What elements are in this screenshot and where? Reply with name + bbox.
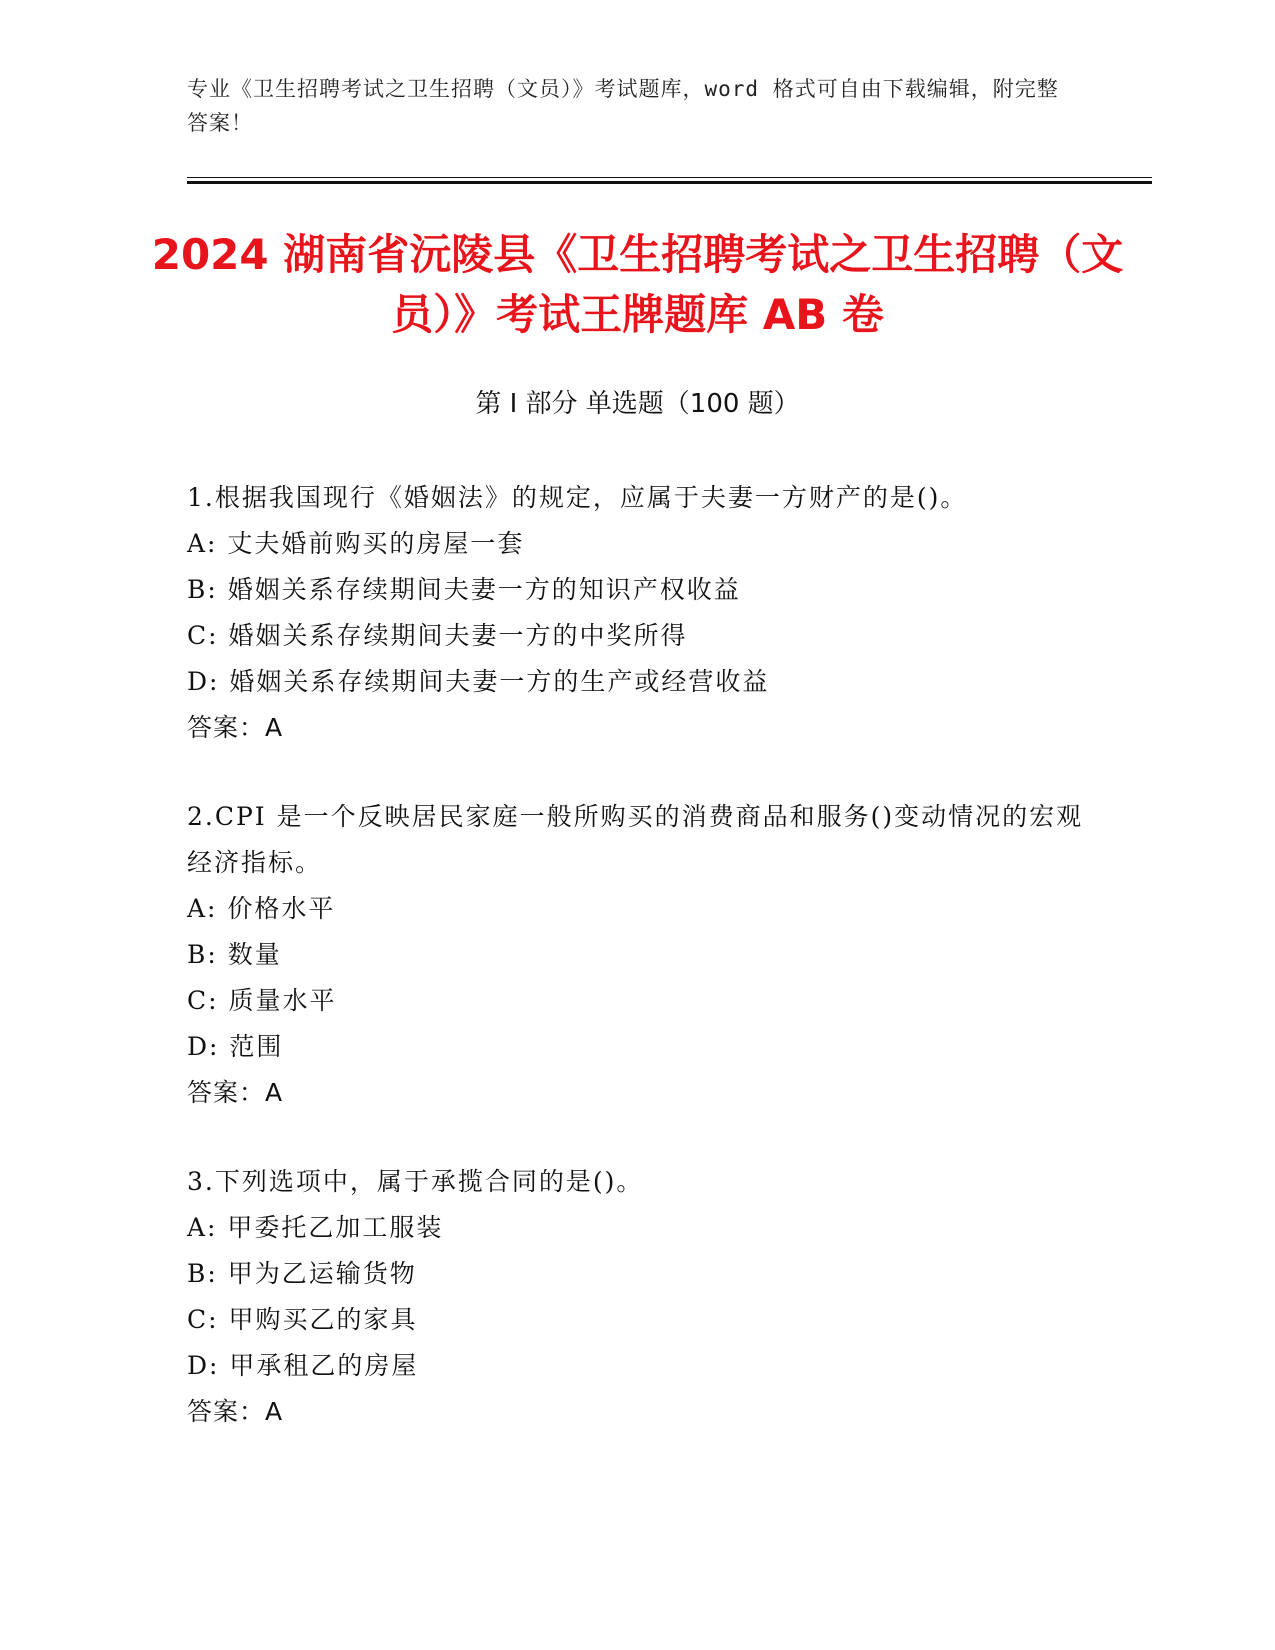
question-stem: 3.下列选项中，属于承揽合同的是()。 bbox=[187, 1167, 644, 1196]
question-list bbox=[187, 475, 1087, 1478]
option-c: C: 质量水平 bbox=[187, 986, 337, 1015]
question-stem: 2.CPI 是一个反映居民家庭一般所购买的消费商品和服务()变动情况的宏观经济指标。 bbox=[187, 802, 1084, 877]
header-divider-thick bbox=[187, 181, 1152, 184]
document-title: 2024 湖南省沅陵县《卫生招聘考试之卫生招聘（文员）》考试王牌题库 AB 卷 bbox=[151, 230, 1124, 339]
question-3 bbox=[187, 1159, 1087, 1435]
answer: 答案：A bbox=[187, 1397, 284, 1426]
section-title: 第 I 部分 单选题（100 题） bbox=[475, 389, 800, 419]
option-b: B: 甲为乙运输货物 bbox=[187, 1259, 417, 1288]
answer: 答案：A bbox=[187, 713, 284, 742]
option-b: B: 婚姻关系存续期间夫妻一方的知识产权收益 bbox=[187, 575, 741, 604]
option-b: B: 数量 bbox=[187, 940, 282, 969]
option-a: A: 甲委托乙加工服装 bbox=[187, 1213, 444, 1242]
option-d: D: 甲承租乙的房屋 bbox=[187, 1351, 419, 1380]
answer: 答案：A bbox=[187, 1078, 284, 1107]
option-c: C: 甲购买乙的家具 bbox=[187, 1305, 418, 1334]
header-note: 专业《卫生招聘考试之卫生招聘（文员）》考试题库，word 格式可自由下载编辑，附完整答案！ bbox=[187, 77, 1059, 135]
option-a: A: 价格水平 bbox=[187, 894, 336, 923]
question-1 bbox=[187, 475, 1087, 751]
header-divider-thin bbox=[187, 177, 1152, 178]
question-stem: 1.根据我国现行《婚姻法》的规定，应属于夫妻一方财产的是()。 bbox=[187, 483, 968, 512]
option-d: D: 范围 bbox=[187, 1032, 284, 1061]
option-a: A: 丈夫婚前购买的房屋一套 bbox=[187, 529, 525, 558]
question-2 bbox=[187, 794, 1087, 1116]
option-c: C: 婚姻关系存续期间夫妻一方的中奖所得 bbox=[187, 621, 688, 650]
option-d: D: 婚姻关系存续期间夫妻一方的生产或经营收益 bbox=[187, 667, 770, 696]
